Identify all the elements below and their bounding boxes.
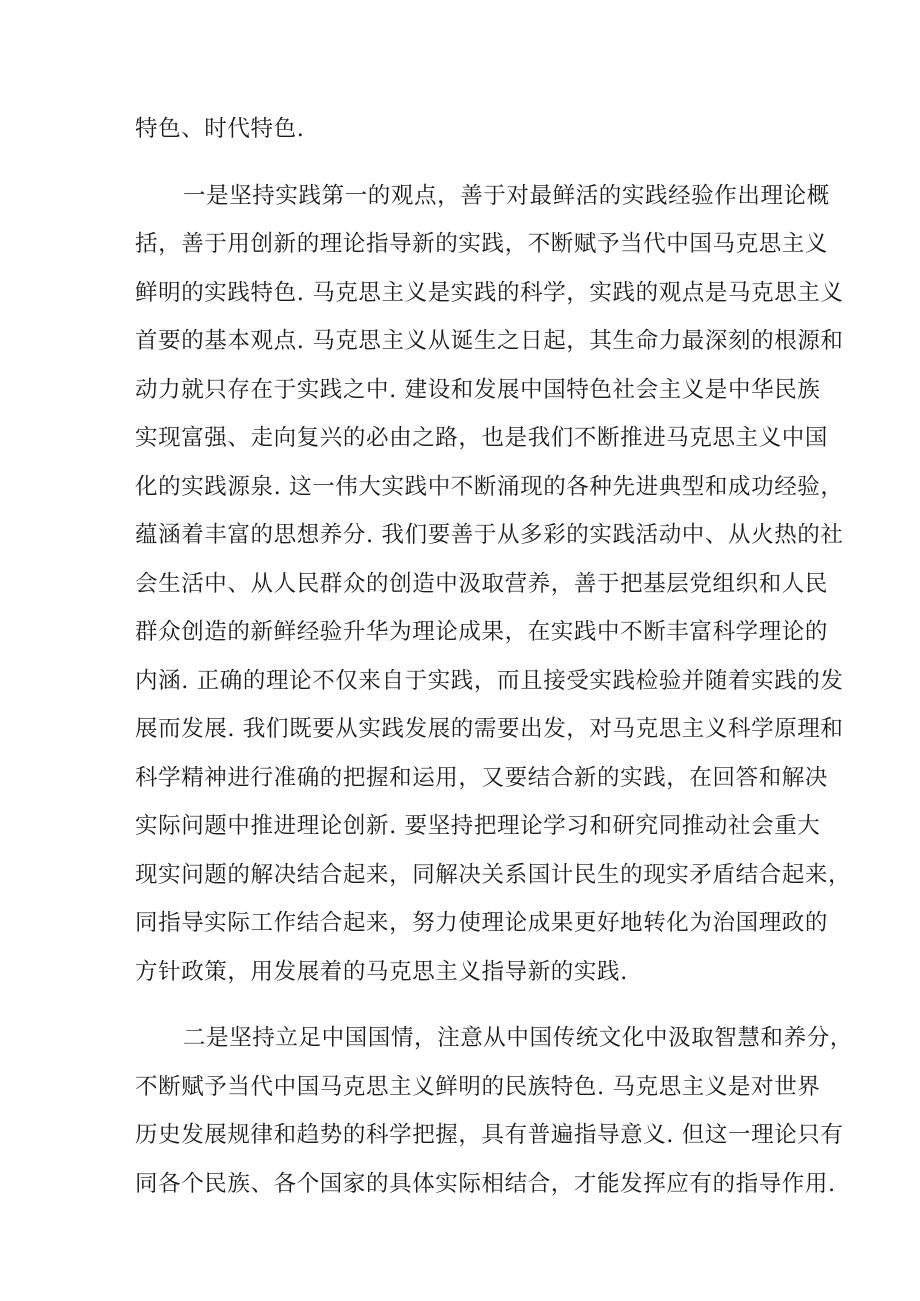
paragraph [135,105,800,154]
paragraph [135,172,852,997]
text-line: 蕴涵着丰富的思想养分. 我们要善于从多彩的实践活动中、从火热的社 [135,522,844,548]
text-line: 化的实践源泉. 这一伟大实践中不断涌现的各种先进典型和成功经验， [135,473,844,500]
text-line: 首要的基本观点. 马克思主义从诞生之日起，其生命力最深刻的根源和 [135,328,844,354]
text-line: 动力就只存在于实践之中. 建设和发展中国特色社会主义是中华民族 [135,376,821,403]
text-line: 方针政策，用发展着的马克思主义指导新的实践. [135,958,628,985]
text-line: 同指导实际工作结合起来，努力使理论成果更好地转化为治国理政的 [135,910,829,936]
text-line: 群众创造的新鲜经验升华为理论成果，在实践中不断丰富科学理论的 [135,619,829,645]
text-line: 括，善于用创新的理论指导新的实践，不断赋予当代中国马克思主义 [135,231,829,257]
text-line: 内涵. 正确的理论不仅来自于实践，而且接受实践检验并随着实践的发 [135,667,844,694]
paragraph [135,1014,853,1208]
text-line: 一是坚持实践第一的观点，善于对最鲜活的实践经验作出理论概 [183,182,830,209]
text-line: 不断赋予当代中国马克思主义鲜明的民族特色. 马克思主义是对世界 [135,1073,821,1100]
text-line: 科学精神进行准确的把握和运用，又要结合新的实践，在回答和解决 [135,764,829,791]
paragraph-gap [135,154,800,172]
text-line: 实现富强、走向复兴的必由之路，也是我们不断推进马克思主义中国 [135,425,829,451]
text-line: 现实问题的解决结合起来，同解决关系国计民生的现实矛盾结合起来， [135,861,852,888]
document-body [135,105,853,1208]
text-line: 展而发展. 我们既要从实践发展的需要出发，对马克思主义科学原理和 [135,716,844,742]
text-line: 实际问题中推进理论创新. 要坚持把理论学习和研究同推动社会重大 [135,813,821,839]
text-line: 历史发展规律和趋势的科学把握，具有普遍指导意义. 但这一理论只有 [135,1122,844,1148]
text-line: 特色、时代特色. [135,116,305,142]
text-line: 同各个民族、各个国家的具体实际相结合，才能发挥应有的指导作用. [135,1170,836,1197]
text-line: 二是坚持立足中国国情，注意从中国传统文化中汲取智慧和养分， [183,1025,853,1051]
paragraph-gap [135,996,800,1014]
text-line: 鲜明的实践特色. 马克思主义是实践的科学，实践的观点是马克思主义 [135,279,844,306]
text-line: 会生活中、从人民群众的创造中汲取营养，善于把基层党组织和人民 [135,570,829,597]
